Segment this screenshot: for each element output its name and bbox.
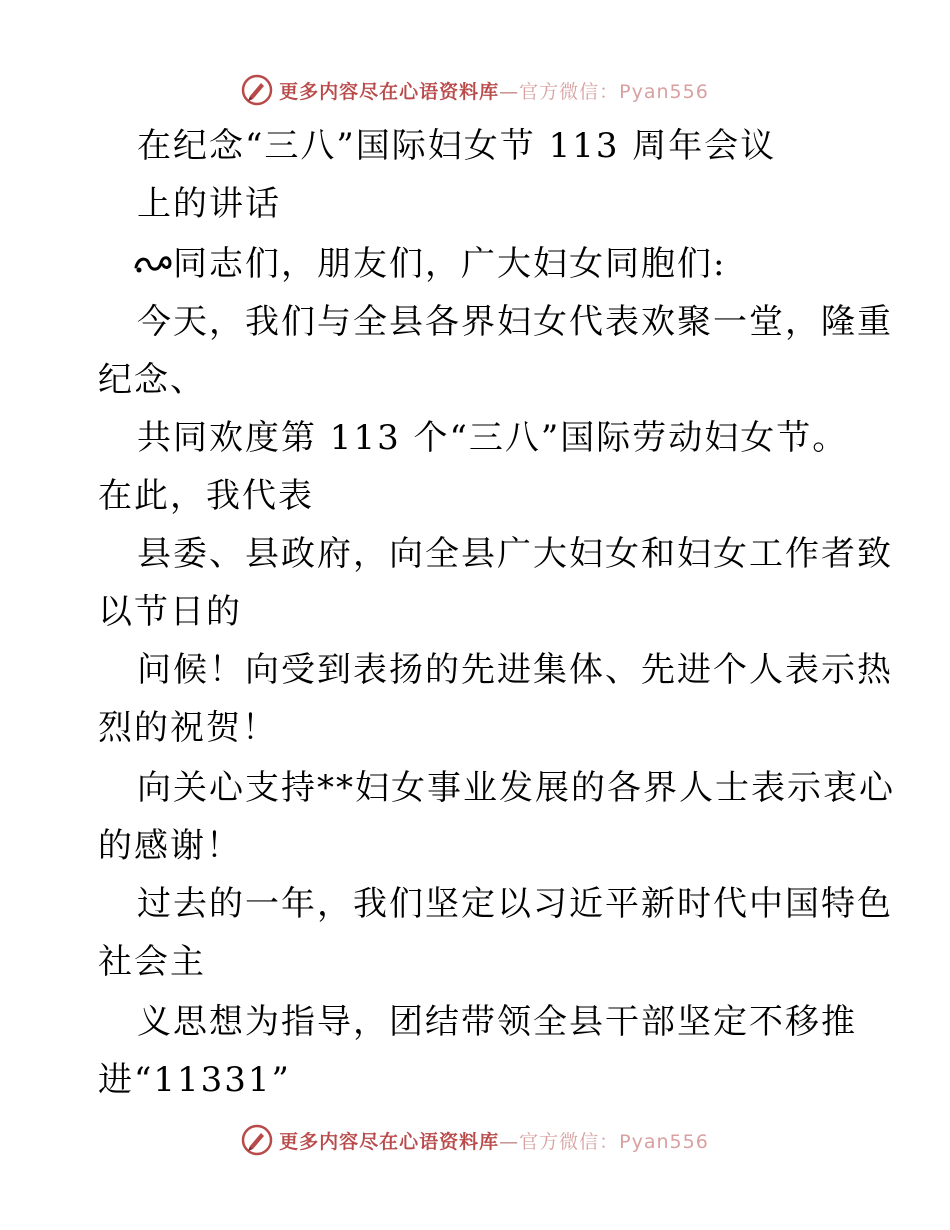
watermark-sub-text: 官方微信：Pyan556	[519, 1130, 709, 1153]
quill-logo-icon	[241, 1124, 273, 1156]
watermark-sub-text: 官方微信：Pyan556	[519, 80, 709, 103]
paragraph-line: 以节日的	[98, 592, 242, 632]
paragraph-line: 在此，我代表	[98, 476, 314, 516]
document-title-line-2: 上的讲话	[137, 184, 281, 224]
watermark-main-text: 更多内容尽在心语资料库	[279, 80, 500, 103]
watermark-footer	[0, 1120, 950, 1160]
salutation-text: 同志们，朋友们，广大妇女同胞们:	[173, 244, 727, 284]
paragraph-line: 共同欢度第 113 个“三八”国际劳动妇女节。	[137, 418, 849, 458]
paragraph-line: 进“11331”	[98, 1060, 291, 1100]
paragraph-line: 今天，我们与全县各界妇女代表欢聚一堂，隆重	[137, 302, 893, 342]
ornament-icon	[133, 251, 173, 277]
salutation-line	[133, 244, 726, 284]
watermark-separator: —	[499, 80, 520, 103]
paragraph-line: 向关心支持**妇女事业发展的各界人士表示衷心	[137, 768, 895, 808]
paragraph-line: 纪念、	[98, 360, 206, 400]
document-title-line-1: 在纪念“三八”国际妇女节 113 周年会议	[137, 126, 777, 166]
paragraph-line: 的感谢！	[98, 826, 242, 866]
paragraph-line: 社会主	[98, 942, 206, 982]
paragraph-line: 问候！向受到表扬的先进集体、先进个人表示热	[137, 650, 893, 690]
paragraph-line: 烈的祝贺！	[98, 708, 278, 748]
paragraph-line: 过去的一年，我们坚定以习近平新时代中国特色	[137, 884, 893, 924]
watermark-main-text: 更多内容尽在心语资料库	[279, 1130, 500, 1153]
watermark-text	[279, 1127, 709, 1154]
paragraph-line: 义思想为指导，团结带领全县干部坚定不移推	[137, 1002, 857, 1042]
paragraph-line: 县委、县政府，向全县广大妇女和妇女工作者致	[137, 534, 893, 574]
watermark-separator: —	[499, 1130, 520, 1153]
